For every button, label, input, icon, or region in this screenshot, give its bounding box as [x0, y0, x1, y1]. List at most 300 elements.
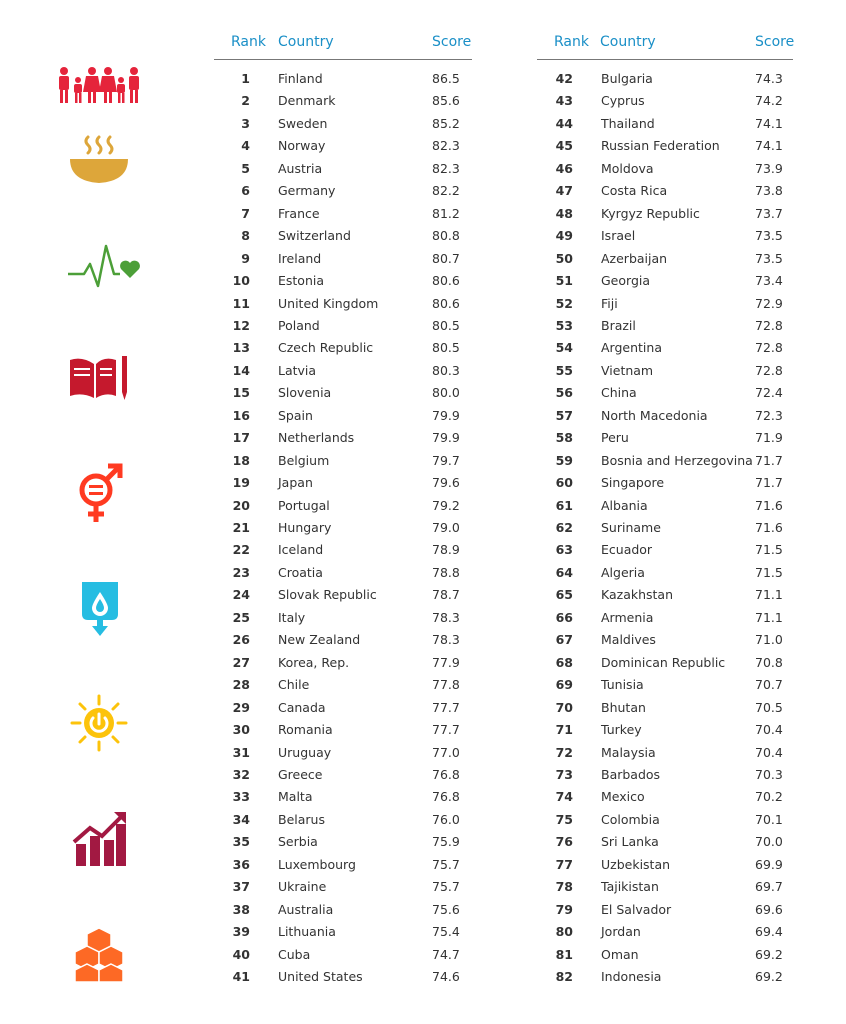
rank-cell: 49 — [555, 228, 573, 244]
score-cell: 71.9 — [755, 430, 783, 446]
country-cell: North Macedonia — [601, 407, 708, 423]
table-row — [214, 902, 472, 924]
table-row — [214, 183, 472, 205]
rank-cell: 15 — [232, 385, 250, 401]
score-cell: 79.9 — [432, 430, 460, 446]
country-cell: Dominican Republic — [601, 654, 726, 670]
table-row — [214, 475, 472, 497]
table-row — [537, 363, 793, 385]
rank-cell: 60 — [555, 475, 573, 491]
table-row — [537, 902, 793, 924]
rank-cell: 48 — [555, 205, 573, 221]
score-cell: 78.3 — [432, 609, 460, 625]
table-row — [537, 251, 793, 273]
rank-cell: 61 — [555, 497, 573, 513]
country-cell: Netherlands — [278, 430, 355, 446]
score-cell: 75.6 — [432, 901, 460, 917]
country-cell: Peru — [601, 430, 629, 446]
country-cell: Italy — [278, 609, 306, 625]
rank-cell: 20 — [232, 497, 250, 513]
table-row — [214, 632, 472, 654]
score-cell: 79.7 — [432, 452, 460, 468]
score-cell: 78.9 — [432, 542, 460, 558]
score-cell: 70.0 — [755, 834, 783, 850]
rank-cell: 22 — [232, 542, 250, 558]
rank-cell: 2 — [241, 93, 250, 109]
table-row — [537, 789, 793, 811]
country-header: Country — [278, 34, 334, 50]
score-cell: 78.7 — [432, 587, 460, 603]
score-cell: 72.8 — [755, 340, 783, 356]
rank-cell: 6 — [241, 183, 250, 199]
rank-cell: 17 — [232, 430, 250, 446]
rank-cell: 11 — [232, 295, 250, 311]
country-cell: Uruguay — [278, 744, 332, 760]
score-cell: 69.7 — [755, 879, 783, 895]
score-cell: 77.8 — [432, 677, 460, 693]
table-row — [537, 542, 793, 564]
score-cell: 69.6 — [755, 901, 783, 917]
score-cell: 79.6 — [432, 475, 460, 491]
table-row — [537, 385, 793, 407]
country-cell: Malaysia — [601, 744, 656, 760]
rank-cell: 10 — [232, 273, 250, 289]
table-row — [537, 161, 793, 183]
country-cell: Austria — [278, 160, 323, 176]
table-row — [214, 565, 472, 587]
country-cell: Czech Republic — [278, 340, 374, 356]
country-cell: El Salvador — [601, 901, 672, 917]
table-row — [537, 183, 793, 205]
score-cell: 72.4 — [755, 385, 783, 401]
country-cell: Lithuania — [278, 924, 336, 940]
country-cell: Slovak Republic — [278, 587, 377, 603]
rank-cell: 29 — [232, 699, 250, 715]
country-cell: Tunisia — [601, 677, 644, 693]
rank-cell: 41 — [232, 969, 250, 984]
rank-cell: 51 — [555, 273, 573, 289]
score-cell: 72.9 — [755, 295, 783, 311]
rank-cell: 39 — [232, 924, 250, 940]
score-cell: 78.8 — [432, 564, 460, 580]
header-rule — [214, 59, 472, 60]
table-row — [537, 700, 793, 722]
table-row — [214, 520, 472, 542]
no-poverty-icon — [56, 66, 142, 104]
table-row — [214, 722, 472, 744]
country-cell: Indonesia — [601, 969, 662, 984]
country-cell: Costa Rica — [601, 183, 668, 199]
country-cell: Portugal — [278, 497, 330, 513]
country-cell: Cuba — [278, 946, 311, 962]
country-cell: Switzerland — [278, 228, 351, 244]
score-header: Score — [755, 34, 795, 50]
rank-cell: 37 — [232, 879, 250, 895]
score-cell: 70.4 — [755, 744, 783, 760]
rank-cell: 63 — [555, 542, 573, 558]
country-cell: Turkey — [601, 722, 642, 738]
country-cell: Romania — [278, 722, 333, 738]
score-cell: 81.2 — [432, 205, 460, 221]
country-cell: Ireland — [278, 250, 322, 266]
table-row — [214, 93, 472, 115]
score-cell: 71.1 — [755, 609, 783, 625]
rank-cell: 71 — [555, 722, 573, 738]
rank-cell: 21 — [232, 520, 250, 535]
table-row — [537, 453, 793, 475]
country-cell: Fiji — [601, 295, 618, 311]
table-row — [214, 228, 472, 250]
country-cell: Serbia — [278, 834, 318, 850]
rank-cell: 12 — [232, 317, 250, 333]
rank-cell: 36 — [232, 856, 250, 872]
score-cell: 74.1 — [755, 138, 783, 154]
score-cell: 77.9 — [432, 654, 460, 670]
country-cell: Malta — [278, 789, 313, 805]
table-row — [214, 138, 472, 160]
score-cell: 77.7 — [432, 699, 460, 715]
rank-cell: 64 — [555, 564, 573, 580]
score-cell: 70.1 — [755, 811, 783, 827]
country-cell: Armenia — [601, 609, 654, 625]
rank-cell: 13 — [232, 340, 250, 356]
country-cell: Ecuador — [601, 542, 653, 558]
score-cell: 82.2 — [432, 183, 460, 199]
table-row — [214, 71, 472, 93]
country-cell: Chile — [278, 677, 310, 693]
country-header: Country — [600, 34, 656, 50]
country-cell: Israel — [601, 228, 636, 244]
rank-cell: 33 — [232, 789, 250, 805]
country-cell: Kazakhstan — [601, 587, 674, 603]
table-row — [537, 296, 793, 318]
score-header: Score — [432, 34, 472, 50]
table-row — [214, 587, 472, 609]
rank-cell: 67 — [555, 632, 573, 648]
rank-cell: 55 — [555, 362, 573, 378]
country-cell: Hungary — [278, 520, 332, 535]
country-cell: Georgia — [601, 273, 651, 289]
rank-cell: 14 — [232, 362, 250, 378]
score-cell: 80.3 — [432, 362, 460, 378]
rank-cell: 34 — [232, 811, 250, 827]
clean-energy-icon — [70, 694, 128, 752]
rank-cell: 16 — [232, 407, 250, 423]
score-cell: 73.8 — [755, 183, 783, 199]
rank-cell: 59 — [555, 452, 573, 468]
table-row — [537, 430, 793, 452]
table-row — [214, 947, 472, 969]
rank-cell: 42 — [555, 71, 573, 86]
rank-cell: 62 — [555, 520, 573, 535]
country-cell: Brazil — [601, 317, 636, 333]
score-cell: 75.7 — [432, 879, 460, 895]
score-cell: 77.0 — [432, 744, 460, 760]
table-row — [537, 969, 793, 991]
table-row — [537, 745, 793, 767]
country-cell: France — [278, 205, 320, 221]
table-row — [537, 228, 793, 250]
table-row — [537, 722, 793, 744]
country-cell: Argentina — [601, 340, 662, 356]
table-row — [537, 632, 793, 654]
rank-cell: 28 — [232, 677, 250, 693]
rank-cell: 80 — [555, 924, 573, 940]
country-cell: Estonia — [278, 273, 325, 289]
table-row — [537, 834, 793, 856]
country-cell: Azerbaijan — [601, 250, 668, 266]
industry-innovation-icon — [70, 926, 128, 984]
rank-cell: 40 — [232, 946, 250, 962]
country-cell: Belgium — [278, 452, 330, 468]
country-cell: Cyprus — [601, 93, 645, 109]
rank-cell: 4 — [241, 138, 250, 154]
country-cell: Vietnam — [601, 362, 654, 378]
score-cell: 74.3 — [755, 71, 783, 86]
rank-cell: 81 — [555, 946, 573, 962]
table-row — [537, 498, 793, 520]
gender-equality-icon — [74, 462, 126, 524]
rank-cell: 66 — [555, 609, 573, 625]
score-cell: 80.0 — [432, 385, 460, 401]
rank-cell: 50 — [555, 250, 573, 266]
rank-cell: 74 — [555, 789, 573, 805]
clean-water-icon — [80, 580, 120, 638]
table-row — [537, 857, 793, 879]
rank-cell: 30 — [232, 722, 250, 738]
table-row — [537, 655, 793, 677]
table-row — [537, 116, 793, 138]
good-health-icon — [66, 240, 140, 294]
table-row — [214, 296, 472, 318]
score-cell: 75.4 — [432, 924, 460, 940]
score-cell: 76.8 — [432, 766, 460, 782]
country-cell: Poland — [278, 317, 320, 333]
country-cell: Thailand — [601, 115, 655, 131]
table-row — [537, 475, 793, 497]
table-row — [537, 273, 793, 295]
ranking-table-left — [214, 0, 472, 1000]
country-cell: Bhutan — [601, 699, 646, 715]
score-cell: 85.2 — [432, 115, 460, 131]
country-cell: Moldova — [601, 160, 654, 176]
table-row — [214, 453, 472, 475]
table-row — [214, 745, 472, 767]
table-row — [214, 857, 472, 879]
country-cell: Kyrgyz Republic — [601, 205, 700, 221]
table-row — [214, 363, 472, 385]
country-cell: Greece — [278, 766, 323, 782]
country-cell: Ukraine — [278, 879, 327, 895]
rank-cell: 25 — [232, 609, 250, 625]
table-row — [214, 498, 472, 520]
table-row — [214, 161, 472, 183]
country-cell: Belarus — [278, 811, 325, 827]
table-row — [214, 812, 472, 834]
rank-cell: 69 — [555, 677, 573, 693]
country-cell: Australia — [278, 901, 334, 917]
rank-cell: 46 — [555, 160, 573, 176]
rank-cell: 5 — [241, 160, 250, 176]
rank-cell: 58 — [555, 430, 573, 446]
score-cell: 80.6 — [432, 295, 460, 311]
country-cell: Canada — [278, 699, 326, 715]
rank-cell: 65 — [555, 587, 573, 603]
country-cell: China — [601, 385, 637, 401]
score-cell: 70.2 — [755, 789, 783, 805]
rank-cell: 57 — [555, 407, 573, 423]
score-cell: 82.3 — [432, 138, 460, 154]
score-cell: 76.8 — [432, 789, 460, 805]
score-cell: 71.1 — [755, 587, 783, 603]
rank-cell: 7 — [241, 205, 250, 221]
country-cell: Suriname — [601, 520, 661, 535]
header-rule — [537, 59, 793, 60]
table-row — [537, 924, 793, 946]
score-cell: 72.8 — [755, 362, 783, 378]
table-row — [214, 834, 472, 856]
rank-cell: 68 — [555, 654, 573, 670]
score-cell: 75.9 — [432, 834, 460, 850]
rank-cell: 75 — [555, 811, 573, 827]
rank-cell: 54 — [555, 340, 573, 356]
rank-cell: 76 — [555, 834, 573, 850]
score-cell: 79.0 — [432, 520, 460, 535]
country-cell: Bulgaria — [601, 71, 653, 86]
country-cell: Singapore — [601, 475, 665, 491]
country-cell: Barbados — [601, 766, 661, 782]
table-row — [214, 273, 472, 295]
score-cell: 69.9 — [755, 856, 783, 872]
score-cell: 70.4 — [755, 722, 783, 738]
score-cell: 70.5 — [755, 699, 783, 715]
score-cell: 78.3 — [432, 632, 460, 648]
country-cell: Slovenia — [278, 385, 332, 401]
rank-cell: 72 — [555, 744, 573, 760]
economic-growth-icon — [72, 810, 128, 868]
country-cell: Maldives — [601, 632, 656, 648]
country-cell: Bosnia and Herzegovina — [601, 452, 753, 468]
rank-cell: 43 — [555, 93, 573, 109]
table-row — [537, 947, 793, 969]
country-cell: Denmark — [278, 93, 336, 109]
table-row — [537, 610, 793, 632]
country-cell: Latvia — [278, 362, 317, 378]
score-cell: 80.7 — [432, 250, 460, 266]
rank-cell: 32 — [232, 766, 250, 782]
table-row — [214, 408, 472, 430]
score-cell: 80.5 — [432, 340, 460, 356]
table-row — [214, 767, 472, 789]
rank-cell: 3 — [241, 115, 250, 131]
country-cell: Germany — [278, 183, 336, 199]
rank-cell: 53 — [555, 317, 573, 333]
score-cell: 73.5 — [755, 228, 783, 244]
table-row — [537, 767, 793, 789]
country-cell: Jordan — [601, 924, 641, 940]
rank-cell: 31 — [232, 744, 250, 760]
table-row — [214, 430, 472, 452]
country-cell: Albania — [601, 497, 648, 513]
country-cell: Luxembourg — [278, 856, 356, 872]
rank-cell: 79 — [555, 901, 573, 917]
score-cell: 69.2 — [755, 969, 783, 984]
country-cell: New Zealand — [278, 632, 361, 648]
score-cell: 72.8 — [755, 317, 783, 333]
table-row — [214, 969, 472, 991]
score-cell: 80.6 — [432, 273, 460, 289]
table-row — [214, 789, 472, 811]
country-cell: Spain — [278, 407, 313, 423]
score-cell: 82.3 — [432, 160, 460, 176]
rank-header: Rank — [231, 34, 266, 50]
table-row — [537, 138, 793, 160]
score-cell: 76.0 — [432, 811, 460, 827]
table-row — [214, 206, 472, 228]
country-cell: Iceland — [278, 542, 324, 558]
table-row — [537, 408, 793, 430]
rank-cell: 52 — [555, 295, 573, 311]
score-cell: 74.6 — [432, 969, 460, 984]
rank-cell: 73 — [555, 766, 573, 782]
table-row — [214, 251, 472, 273]
score-cell: 73.9 — [755, 160, 783, 176]
table-row — [214, 385, 472, 407]
score-cell: 75.7 — [432, 856, 460, 872]
score-cell: 80.8 — [432, 228, 460, 244]
country-cell: Russian Federation — [601, 138, 720, 154]
score-cell: 80.5 — [432, 317, 460, 333]
rank-cell: 56 — [555, 385, 573, 401]
table-row — [214, 318, 472, 340]
score-cell: 71.7 — [755, 452, 783, 468]
score-cell: 74.1 — [755, 115, 783, 131]
country-cell: Sweden — [278, 115, 328, 131]
ranking-table-right — [537, 0, 793, 1000]
zero-hunger-icon — [68, 133, 130, 185]
score-cell: 74.2 — [755, 93, 783, 109]
table-row — [214, 116, 472, 138]
table-row — [537, 520, 793, 542]
country-cell: Croatia — [278, 564, 323, 580]
country-cell: Japan — [278, 475, 313, 491]
rank-cell: 26 — [232, 632, 250, 648]
country-cell: Colombia — [601, 811, 660, 827]
table-row — [537, 879, 793, 901]
rank-cell: 8 — [241, 228, 250, 244]
score-cell: 70.3 — [755, 766, 783, 782]
rank-cell: 45 — [555, 138, 573, 154]
table-row — [537, 812, 793, 834]
score-cell: 79.2 — [432, 497, 460, 513]
table-row — [214, 655, 472, 677]
table-row — [537, 677, 793, 699]
table-row — [214, 340, 472, 362]
score-cell: 70.7 — [755, 677, 783, 693]
country-cell: United States — [278, 969, 363, 984]
table-row — [537, 587, 793, 609]
country-cell: Tajikistan — [601, 879, 659, 895]
table-row — [537, 206, 793, 228]
rank-header: Rank — [554, 34, 589, 50]
country-cell: Algeria — [601, 564, 645, 580]
score-cell: 77.7 — [432, 722, 460, 738]
rank-cell: 27 — [232, 654, 250, 670]
score-cell: 74.7 — [432, 946, 460, 962]
table-row — [214, 677, 472, 699]
table-row — [537, 565, 793, 587]
rank-cell: 78 — [555, 879, 573, 895]
